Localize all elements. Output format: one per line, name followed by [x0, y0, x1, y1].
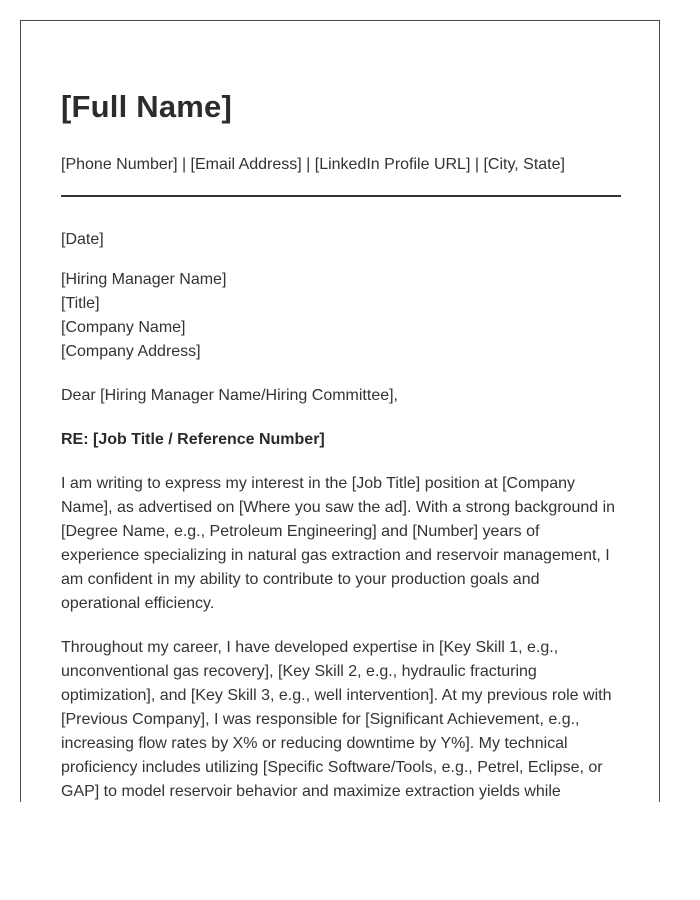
recipient-title: [Title]: [61, 295, 100, 312]
letter-page: [20, 20, 660, 802]
recipient-name: [Hiring Manager Name]: [61, 271, 227, 288]
body-paragraph-1: I am writing to express my interest in the [Job Title] position at [Company Name], as advertised on [Where you saw the ad]. With a strong background in [Degree Name, e.g., Petroleum Engineering] and [Number] years of experience specializing in natural gas extraction and reservoir management, I am confident in my ability to contribute to your production goals and operational efficiency.: [61, 475, 616, 612]
salutation: Dear [Hiring Manager Name/Hiring Committee],: [61, 387, 398, 404]
reference-line: RE: [Job Title / Reference Number]: [61, 431, 325, 448]
letter-date: [Date]: [61, 231, 104, 248]
letter-content: [61, 87, 621, 802]
recipient-block: [61, 268, 621, 364]
recipient-company: [Company Name]: [61, 319, 186, 336]
contact-line: [Phone Number] | [Email Address] | [LinkedIn Profile URL] | [City, State]: [61, 156, 565, 173]
body-paragraph-2: Throughout my career, I have developed expertise in [Key Skill 1, e.g., unconventional gas recovery], [Key Skill 2, e.g., hydraulic fracturing optimization], and [Key Skill 3, e.g., well intervention]. At my previous role with [Previous Company], I was responsible for [Significant Achievement, e.g., increasing flow rates by X% or reducing downtime by Y%]. My technical proficiency includes utilizing [Specific Software/Tools, e.g., Petrel, Eclipse, or GAP] to model reservoir behavior and maximize extraction yields while: [61, 639, 612, 800]
header-divider: [61, 195, 621, 197]
full-name-heading: [Full Name]: [61, 89, 232, 124]
recipient-address: [Company Address]: [61, 343, 201, 360]
